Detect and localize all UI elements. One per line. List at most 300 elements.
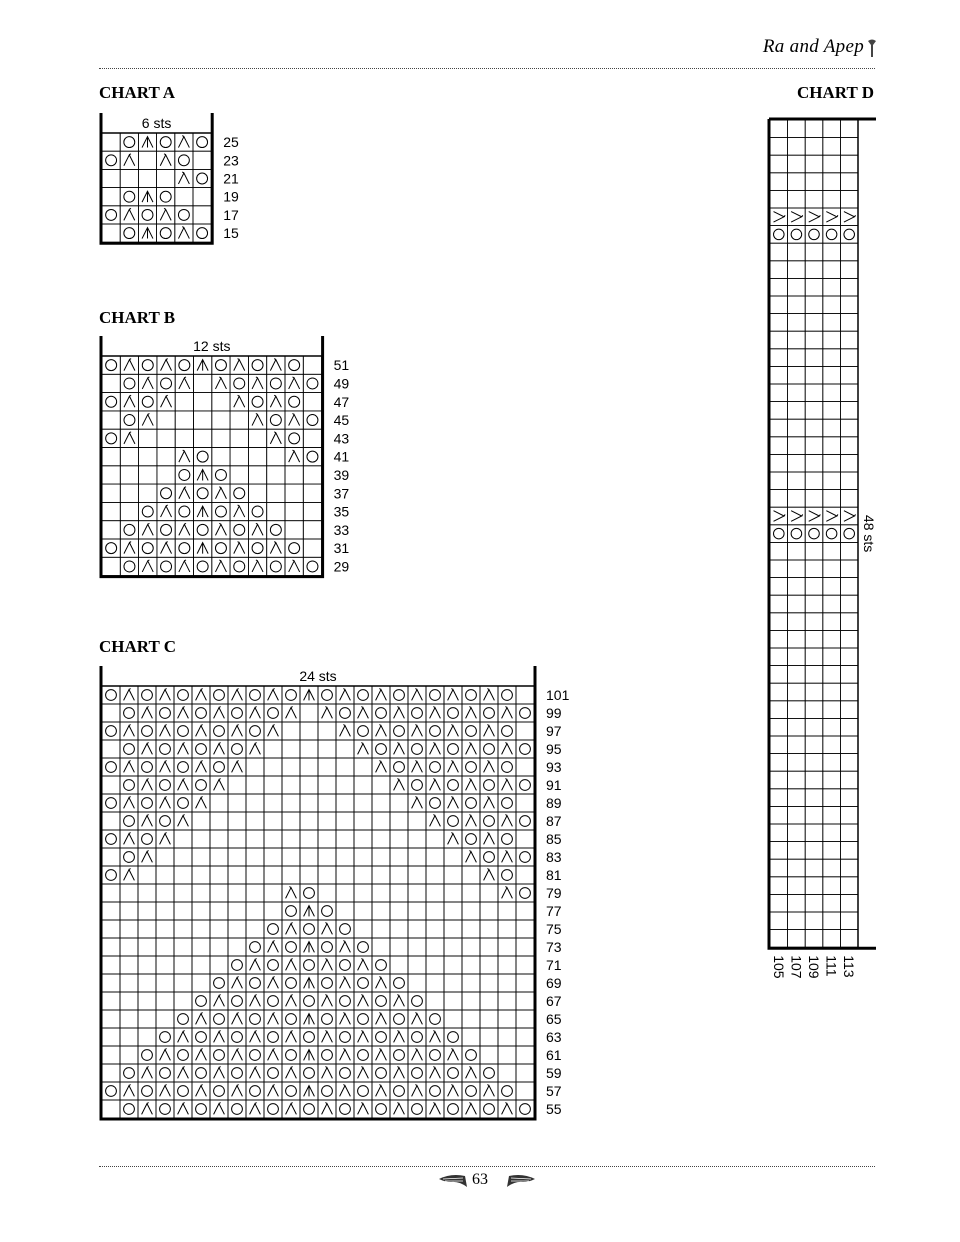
yarn-over-icon (791, 528, 802, 539)
chart-cell (516, 722, 534, 740)
chart-c-frame (101, 666, 535, 1119)
chart-cell (770, 384, 788, 402)
chart-cell (192, 920, 210, 938)
right-decrease-icon (448, 689, 459, 701)
chart-cell (246, 794, 264, 812)
chart-cell (770, 138, 788, 156)
chart-cell (354, 794, 372, 812)
double-decrease-icon (197, 469, 208, 480)
right-decrease-icon (178, 227, 189, 239)
left-decrease-icon (161, 505, 172, 517)
right-decrease-icon (791, 511, 803, 522)
chart-cell (336, 884, 354, 902)
chart-cell (138, 151, 156, 169)
chart-cell (156, 974, 174, 992)
chart-cell (102, 411, 120, 429)
chart-cell (230, 356, 248, 374)
chart-cell (318, 902, 336, 920)
chart-cell (516, 740, 534, 758)
chart-cell (174, 740, 192, 758)
chart-cell (139, 429, 157, 447)
chart-cell (480, 1082, 498, 1100)
yarn-over-icon (430, 690, 441, 701)
chart-cell (498, 974, 516, 992)
chart-cell (300, 1064, 318, 1082)
chart-a-frame (101, 113, 212, 243)
chart-cell (120, 224, 138, 242)
chart-cell (788, 155, 806, 173)
chart-cell (788, 384, 806, 402)
chart-a-row-number: 15 (223, 225, 239, 242)
right-decrease-icon (322, 707, 333, 719)
chart-cell (408, 974, 426, 992)
chart-cell (228, 1028, 246, 1046)
chart-b-row-number: 45 (333, 412, 350, 429)
chart-cell (805, 366, 823, 384)
chart-cell (194, 429, 212, 447)
chart-cell (770, 261, 788, 279)
chart-cell (788, 842, 806, 860)
right-decrease-icon (289, 413, 300, 425)
yarn-over-icon (270, 524, 281, 535)
chart-c-row (102, 686, 534, 704)
chart-cell (303, 411, 321, 429)
chart-cell (462, 974, 480, 992)
chart-cell (770, 472, 788, 490)
chart-d-cell-symbol (844, 528, 855, 539)
left-decrease-icon (178, 779, 189, 791)
yarn-over-icon (197, 561, 208, 572)
yarn-over-icon (358, 1050, 369, 1061)
chart-cell (192, 1100, 210, 1118)
right-decrease-icon (466, 815, 477, 827)
yarn-over-icon (502, 834, 513, 845)
chart-cell (823, 366, 841, 384)
yarn-over-icon (304, 960, 315, 971)
chart-cell (840, 771, 858, 789)
yarn-over-icon (340, 708, 351, 719)
chart-cell (139, 502, 157, 520)
chart-c-row-number: 79 (546, 885, 562, 901)
chart-cell (264, 1010, 282, 1028)
yarn-over-icon (232, 744, 243, 755)
chart-b-frame (101, 336, 323, 577)
chart-cell (157, 151, 175, 169)
chart-cell (823, 507, 841, 525)
left-decrease-icon (142, 779, 153, 791)
chart-cell (138, 1082, 156, 1100)
chart-cell (823, 718, 841, 736)
chart-cell (282, 794, 300, 812)
chart-cell (426, 920, 444, 938)
yarn-over-icon (214, 1014, 225, 1025)
chart-cell (354, 686, 372, 704)
chart-cell (770, 490, 788, 508)
chart-cell (210, 740, 228, 758)
yarn-over-icon (250, 1050, 261, 1061)
yarn-over-icon (520, 780, 531, 791)
left-decrease-icon (214, 1067, 225, 1079)
yarn-over-icon (304, 1104, 315, 1115)
yarn-over-icon (322, 906, 333, 917)
chart-cell (120, 188, 138, 206)
chart-cell (770, 789, 788, 807)
chart-cell (372, 758, 390, 776)
chart-cell (210, 866, 228, 884)
chart-cell (175, 188, 193, 206)
chart-cell (354, 1010, 372, 1028)
chart-cell (138, 974, 156, 992)
chart-cell (228, 848, 246, 866)
chart-cell (426, 776, 444, 794)
chart-c-row-number: 61 (546, 1047, 562, 1063)
chart-cell (318, 938, 336, 956)
chart-cell (372, 776, 390, 794)
chart-cell (246, 830, 264, 848)
chart-cell (175, 133, 193, 151)
yarn-over-icon (197, 488, 208, 499)
chart-cell (120, 557, 138, 575)
chart-cell (788, 877, 806, 895)
yarn-over-icon (142, 360, 153, 371)
chart-cell (318, 722, 336, 740)
left-decrease-icon (214, 779, 225, 791)
chart-cell (788, 173, 806, 191)
chart-cell (139, 466, 157, 484)
chart-cell (318, 992, 336, 1010)
left-decrease-icon (214, 1103, 225, 1115)
footer-rule (99, 1166, 875, 1167)
right-decrease-icon (484, 725, 495, 737)
chart-cell (318, 866, 336, 884)
chart-cell (246, 776, 264, 794)
yarn-over-icon (270, 415, 281, 426)
chart-cell (788, 754, 806, 772)
left-decrease-icon (178, 743, 189, 755)
yarn-over-icon (322, 1050, 333, 1061)
chart-cell (285, 466, 303, 484)
chart-cell (230, 411, 248, 429)
chart-cell (805, 630, 823, 648)
yarn-over-icon (304, 1032, 315, 1043)
right-decrease-icon (430, 815, 441, 827)
chart-cell (264, 704, 282, 722)
chart-cell (175, 466, 193, 484)
chart-cell (770, 120, 788, 138)
chart-cell (174, 1064, 192, 1082)
chart-cell (192, 758, 210, 776)
yarn-over-icon (179, 469, 190, 480)
chart-cell (788, 789, 806, 807)
chart-cell (462, 902, 480, 920)
chart-cell (336, 1100, 354, 1118)
chart-cell (516, 704, 534, 722)
chart-d-row (805, 120, 823, 947)
left-decrease-icon (161, 395, 172, 407)
chart-cell (174, 794, 192, 812)
chart-cell (444, 776, 462, 794)
right-decrease-icon (430, 743, 441, 755)
chart-d-cell-symbol (791, 229, 802, 240)
chart-cell (156, 938, 174, 956)
chart-cell (805, 120, 823, 138)
chart-cell (264, 884, 282, 902)
chart-cell (210, 974, 228, 992)
chart-cell (805, 683, 823, 701)
chart-cell (285, 411, 303, 429)
chart-cell (282, 902, 300, 920)
chart-cell (282, 1046, 300, 1064)
chart-cell (230, 502, 248, 520)
chart-a-width-label: 6 sts (141, 115, 172, 131)
chart-cell (840, 736, 858, 754)
right-decrease-icon (394, 707, 405, 719)
chart-b-row (102, 429, 322, 447)
chart-cell (267, 356, 285, 374)
chart-cell (408, 1100, 426, 1118)
chart-cell (194, 356, 212, 374)
yarn-over-icon (376, 960, 387, 971)
yarn-over-icon (394, 1014, 405, 1025)
double-decrease-icon (304, 906, 315, 917)
right-decrease-icon (234, 359, 245, 371)
yarn-over-icon (106, 726, 117, 737)
chart-cell (770, 630, 788, 648)
chart-cell (770, 930, 788, 948)
chart-d-row-number: 109 (806, 955, 822, 979)
chart-c-row-number: 65 (546, 1011, 562, 1027)
chart-cell (102, 521, 120, 539)
chart-b-row (102, 393, 322, 411)
chart-cell (805, 437, 823, 455)
chart-cell (156, 776, 174, 794)
chart-c-row-number: 57 (546, 1083, 562, 1099)
chart-cell (336, 848, 354, 866)
right-decrease-icon (252, 377, 263, 389)
chart-cell (805, 930, 823, 948)
chart-cell (248, 393, 266, 411)
chart-cell (805, 806, 823, 824)
chart-cell (498, 758, 516, 776)
chart-cell (480, 974, 498, 992)
chart-cell (175, 539, 193, 557)
chart-cell (426, 1064, 444, 1082)
chart-cell (426, 974, 444, 992)
right-decrease-icon (774, 212, 786, 223)
right-decrease-icon (178, 172, 189, 184)
yarn-over-icon (179, 360, 190, 371)
yarn-over-icon (289, 543, 300, 554)
chart-cell (120, 956, 138, 974)
chart-d-row (788, 120, 806, 947)
chart-cell (210, 1028, 228, 1046)
chart-cell (426, 938, 444, 956)
double-decrease-icon (142, 191, 153, 202)
right-wing-ornament-icon (505, 1173, 537, 1189)
chart-cell (264, 830, 282, 848)
yarn-over-icon (376, 1104, 387, 1115)
yarn-over-icon (196, 744, 207, 755)
chart-cell (192, 1028, 210, 1046)
chart-cell (212, 521, 230, 539)
chart-cell (174, 884, 192, 902)
chart-cell (516, 1100, 534, 1118)
left-decrease-icon (124, 689, 135, 701)
chart-cell (138, 866, 156, 884)
left-decrease-icon (232, 1013, 243, 1025)
chart-cell (840, 454, 858, 472)
chart-cell (840, 296, 858, 314)
chart-cell (120, 1064, 138, 1082)
chart-c-row (102, 866, 534, 884)
chart-cell (285, 557, 303, 575)
chart-c-row-number: 89 (546, 795, 562, 811)
chart-cell (426, 902, 444, 920)
right-decrease-icon (215, 560, 226, 572)
chart-cell (138, 902, 156, 920)
chart-cell (408, 812, 426, 830)
chart-cell (498, 812, 516, 830)
chart-cell (354, 812, 372, 830)
chart-cell (267, 521, 285, 539)
chart-cell (120, 1100, 138, 1118)
chart-cell (212, 356, 230, 374)
chart-cell (444, 704, 462, 722)
yarn-over-icon (520, 888, 531, 899)
chart-c-row (102, 1028, 534, 1046)
chart-cell (498, 1082, 516, 1100)
chart-cell (120, 484, 138, 502)
chart-cell (267, 466, 285, 484)
chart-cell (175, 356, 193, 374)
chart-cell (230, 557, 248, 575)
left-decrease-icon (232, 977, 243, 989)
chart-c-row-number: 71 (546, 957, 562, 973)
chart-cell (175, 393, 193, 411)
chart-cell (444, 974, 462, 992)
chart-cell (840, 666, 858, 684)
yarn-over-icon (304, 1068, 315, 1079)
chart-cell (102, 224, 120, 242)
chart-cell (372, 938, 390, 956)
chart-d-row-number: 107 (788, 955, 805, 979)
right-decrease-icon (178, 136, 189, 148)
left-decrease-icon (196, 1049, 207, 1061)
chart-cell (498, 740, 516, 758)
chart-cell (354, 920, 372, 938)
chart-cell (354, 848, 372, 866)
chart-cell (444, 740, 462, 758)
chart-cell (805, 402, 823, 420)
chart-d-row (770, 120, 788, 947)
chart-cell (210, 794, 228, 812)
chart-d-cell-symbol (826, 528, 837, 539)
chart-cell (516, 884, 534, 902)
chart-cell (840, 173, 858, 191)
chart-c-row-number: 73 (546, 939, 562, 955)
yarn-over-icon (196, 996, 207, 1007)
chart-cell (770, 666, 788, 684)
yarn-over-icon (358, 978, 369, 989)
chart-cell (174, 1100, 192, 1118)
chart-cell (426, 686, 444, 704)
yarn-over-icon (106, 209, 117, 220)
chart-cell (120, 448, 138, 466)
chart-d-row (840, 120, 858, 947)
chart-cell (192, 1082, 210, 1100)
chart-cell (372, 1064, 390, 1082)
yarn-over-icon (252, 396, 263, 407)
chart-cell (354, 902, 372, 920)
right-decrease-icon (466, 851, 477, 863)
chart-cell (480, 902, 498, 920)
chart-cell (157, 557, 175, 575)
chart-cell (102, 1010, 120, 1028)
right-decrease-icon (358, 959, 369, 971)
chart-cell (462, 722, 480, 740)
left-decrease-icon (286, 707, 297, 719)
chart-cell (462, 992, 480, 1010)
left-decrease-icon (268, 977, 279, 989)
chart-cell (805, 754, 823, 772)
chart-cell (372, 1100, 390, 1118)
left-decrease-icon (232, 725, 243, 737)
chart-cell (228, 1064, 246, 1082)
chart-cell (823, 437, 841, 455)
chart-cell (300, 1082, 318, 1100)
chart-cell (840, 912, 858, 930)
chart-cell (372, 920, 390, 938)
yarn-over-icon (412, 1068, 423, 1079)
chart-b-row (102, 411, 322, 429)
right-decrease-icon (358, 1031, 369, 1043)
chart-c-row (102, 848, 534, 866)
chart-cell (156, 830, 174, 848)
chart-cell (823, 771, 841, 789)
chart-cell (788, 120, 806, 138)
chart-cell (516, 1028, 534, 1046)
chart-cell (248, 429, 266, 447)
left-decrease-icon (214, 743, 225, 755)
chart-cell (300, 1010, 318, 1028)
chart-cell (194, 539, 212, 557)
chart-cell (120, 1028, 138, 1046)
chart-cell (805, 578, 823, 596)
left-decrease-icon (214, 995, 225, 1007)
chart-cell (498, 704, 516, 722)
chart-a-row-number: 17 (223, 206, 239, 223)
chart-cell (193, 133, 211, 151)
ankh-ornament-icon (867, 39, 877, 59)
chart-cell (102, 740, 120, 758)
chart-cell (282, 956, 300, 974)
right-decrease-icon (289, 377, 300, 389)
chart-d-cell-symbol (826, 511, 838, 522)
yarn-over-icon (197, 451, 208, 462)
chart-cell (372, 1082, 390, 1100)
chart-cell (246, 1082, 264, 1100)
chart-cell (138, 740, 156, 758)
right-decrease-icon (179, 450, 190, 462)
chart-c-row-number: 81 (546, 867, 562, 883)
chart-d-cell-symbol (774, 229, 785, 240)
yarn-over-icon (520, 816, 531, 827)
left-decrease-icon (214, 707, 225, 719)
chart-cell (267, 393, 285, 411)
right-decrease-icon (358, 707, 369, 719)
chart-cell (156, 1010, 174, 1028)
chart-cell (426, 1046, 444, 1064)
